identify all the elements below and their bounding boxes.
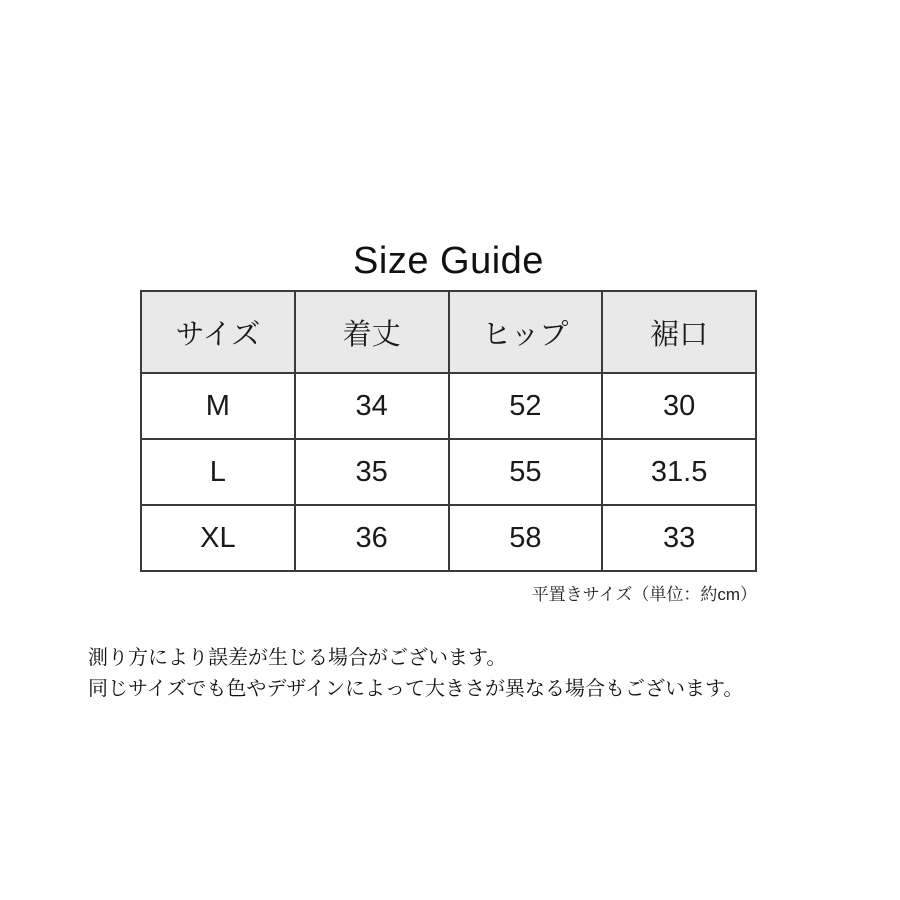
disclaimer-line-1: 測り方により誤差が生じる場合がございます。	[88, 647, 507, 669]
cell-hip: 52	[449, 373, 603, 439]
cell-hem: 33	[602, 505, 756, 571]
cell-hem: 30	[602, 373, 756, 439]
table-row	[141, 439, 756, 505]
cell-hip: 55	[449, 439, 603, 505]
header-cell-size: サイズ	[141, 291, 295, 373]
cell-size: L	[141, 439, 295, 505]
table-header-row	[141, 291, 756, 373]
cell-hem: 31.5	[602, 439, 756, 505]
table-header	[141, 291, 756, 373]
cell-hip: 58	[449, 505, 603, 571]
cell-length: 35	[295, 439, 449, 505]
table-body	[141, 373, 756, 571]
table-row	[141, 505, 756, 571]
header-cell-hem: 裾口	[602, 291, 756, 373]
unit-note: 平置きサイズ（単位：約cm）	[531, 585, 757, 604]
table-row	[141, 373, 756, 439]
cell-length: 34	[295, 373, 449, 439]
page-title: Size Guide	[353, 240, 544, 282]
size-guide-table	[140, 290, 757, 572]
disclaimer-text	[88, 643, 868, 705]
disclaimer-line-2: 同じサイズでも色やデザインによって大きさが異なる場合もございます。	[88, 678, 744, 700]
cell-size: XL	[141, 505, 295, 571]
cell-length: 36	[295, 505, 449, 571]
cell-size: M	[141, 373, 295, 439]
header-cell-length: 着丈	[295, 291, 449, 373]
header-cell-hip: ヒップ	[449, 291, 603, 373]
